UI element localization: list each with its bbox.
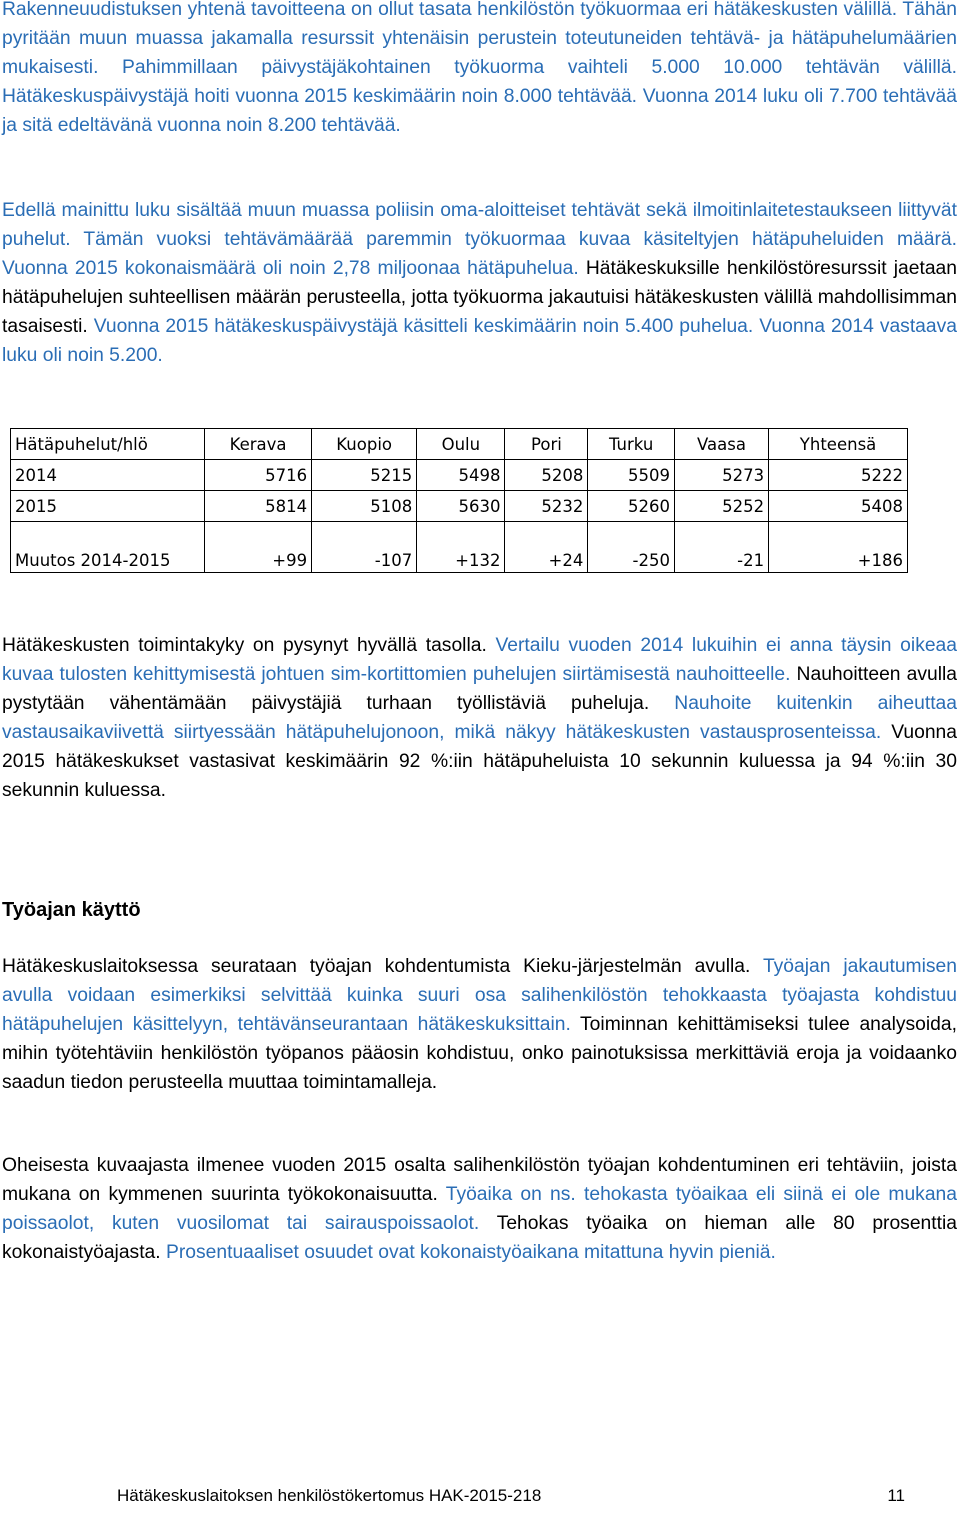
section-heading: Työajan käyttö [2, 899, 141, 921]
table-header-cell: Yhteensä [769, 429, 908, 460]
paragraph-time-tracking-part2: Työajan jakautumisen avulla voidaan esimerkiksi selvittää kuinka suuri osa salihenkilöstön tehokkaasta työajasta kohdistuu hätäpuhelujen käsittelyyn, tehtävänseurantaan hätäkeskuksittain. [2, 956, 957, 1035]
paragraph-workload-part1: Rakenneuudistuksen yhtenä tavoitteena on ollut tasata henkilöstön työkuormaa eri hätäkeskusten välillä. Tähän pyritään muun muassa jakamalla resurssit yhtenäisin perustein toteutuneiden tehtävä- ja hätäpuhelumäärien mukaisesti. Pahimmillaan päivystäjäkohtainen työkuorma vaihteli [2, 0, 957, 78]
paragraph-workload-part3: Hätäkeskuspäivystäjä hoiti vuonna 2015 keskimäärin noin 8.000 tehtävää. Vuonna 2014 luku oli 7.700 tehtävää ja sitä edeltävänä vuonna noin 8.200 tehtävää. [2, 86, 957, 136]
table-cell: +132 [417, 522, 505, 573]
table-header-cell: Vaasa [674, 429, 768, 460]
paragraph-performance-part3: Nauhoitteen avulla pystytään vähentämään päivystäjiä turhaan työllistäviä puheluja. [2, 664, 957, 714]
table-cell: 5260 [588, 491, 675, 522]
table-row-label: Muutos 2014-2015 [11, 522, 205, 573]
paragraph-emergency-calls-part2: Tämän vuoksi tehtävämäärää paremmin työkuormaa kuvaa käsiteltyjen hätäpuheluiden määrä. Vuonna 2015 kokonaismäärä oli noin 2,78 miljoonaa hätäpuhelua. [2, 229, 957, 279]
table-header-cell: Pori [505, 429, 588, 460]
paragraph-performance [2, 631, 957, 805]
paragraph-chart-description-part1: Oheisesta kuvaajasta ilmenee vuoden 2015 osalta salihenkilöstön työajan kohdentuminen eri tehtäviin, joista mukana on kymmenen suurinta työkokonaisuutta. [2, 1155, 957, 1205]
paragraph-time-tracking-part3: Toiminnan kehittämiseksi tulee analysoida, mihin työtehtäviin henkilöstön työpanos pääosin kohdistuu, onko painotuksissa merkittäviä eroja ja voidaanko saadun tiedon perusteella muuttaa toimintamalleja. [2, 1014, 957, 1093]
page-number: 11 [887, 1486, 905, 1505]
table-header-cell: Hätäpuhelut/hlö [11, 429, 205, 460]
table-cell: 5252 [674, 491, 768, 522]
table-row [11, 491, 908, 522]
table-cell: 5215 [312, 460, 417, 491]
paragraph-workload-part2: 5.000 10.000 tehtävän välillä. [651, 57, 957, 78]
table-cell: +24 [505, 522, 588, 573]
table-cell: -107 [312, 522, 417, 573]
table-cell: 5108 [312, 491, 417, 522]
paragraph-emergency-calls-part4: Vuonna 2015 hätäkeskuspäivystäjä käsitteli keskimäärin noin 5.400 puhelua. Vuonna 2014 vastaava luku oli noin 5.200. [2, 316, 957, 366]
table-cell: +99 [205, 522, 312, 573]
table-cell: 5716 [205, 460, 312, 491]
paragraph-workload [2, 0, 957, 140]
paragraph-performance-part2: Vertailu vuoden 2014 lukuihin ei anna täysin oikeaa kuvaa tulosten kehittymisestä johtuen sim-kortittomien puhelujen siirtämisestä nauhoitteelle. [2, 635, 958, 685]
table-cell: 5232 [505, 491, 588, 522]
footer-title: Hätäkeskuslaitoksen henkilöstökertomus HAK-2015-218 [117, 1486, 542, 1505]
paragraph-chart-description [2, 1151, 957, 1267]
calls-per-person-table [10, 428, 908, 573]
table-row-label: 2015 [11, 491, 205, 522]
table-cell: 5408 [769, 491, 908, 522]
table-row [11, 460, 908, 491]
table-cell: 5208 [505, 460, 588, 491]
table-header-cell: Turku [588, 429, 675, 460]
paragraph-chart-description-part2: Työaika on ns. tehokasta työaikaa eli siinä ei ole mukana poissaolot, kuten vuosilomat tai sairauspoissaolot. [2, 1184, 957, 1234]
paragraph-emergency-calls-part1: Edellä mainittu luku sisältää muun muassa poliisin oma-aloitteiset tehtävät sekä ilmoitinlaitetestaukseen liittyvät puhelut. [2, 200, 957, 250]
paragraph-emergency-calls-part3: Hätäkeskuksille henkilöstöresurssit jaetaan hätäpuhelujen suhteellisen määrän perusteella, jotta työkuorma jakautuisi hätäkeskusten välillä mahdollisimman tasaisesti. [2, 258, 957, 337]
table-cell: +186 [769, 522, 908, 573]
table-cell: 5630 [417, 491, 505, 522]
table-cell: 5509 [588, 460, 675, 491]
paragraph-time-tracking [2, 952, 957, 1097]
table-cell: 5273 [674, 460, 768, 491]
table-row-label: 2014 [11, 460, 205, 491]
table-header-cell: Kerava [205, 429, 312, 460]
table-row [11, 522, 908, 573]
table-header-row [11, 429, 908, 460]
paragraph-performance-part5: Vuonna 2015 hätäkeskukset vastasivat keskimäärin 92 %:iin hätäpuheluista 10 sekunnin kuluessa ja 94 %:iin 30 sekunnin kuluessa. [2, 722, 957, 801]
paragraph-chart-description-part3: Tehokas työaika on hieman alle 80 prosenttia kokonaistyöajasta. [2, 1213, 957, 1263]
table-cell: 5222 [769, 460, 908, 491]
table-cell: 5814 [205, 491, 312, 522]
table-header-cell: Oulu [417, 429, 505, 460]
paragraph-performance-part4: Nauhoite kuitenkin aiheuttaa vastausaikaviivettä siirtyessään hätäpuhelujonoon, mikä näkyy hätäkeskusten vastausprosenteissa. [2, 693, 957, 743]
paragraph-time-tracking-part1: Hätäkeskuslaitoksessa seurataan työajan kohdentumista Kieku-järjestelmän avulla. [2, 956, 763, 977]
table-cell: -250 [588, 522, 675, 573]
table-header-cell: Kuopio [312, 429, 417, 460]
table-cell: -21 [674, 522, 768, 573]
paragraph-chart-description-part4: Prosentuaaliset osuudet ovat kokonaistyöaikana mitattuna hyvin pieniä. [166, 1242, 776, 1263]
paragraph-performance-part1: Hätäkeskusten toimintakyky on pysynyt hyvällä tasolla. [2, 635, 496, 656]
paragraph-emergency-calls [2, 196, 957, 370]
table-cell: 5498 [417, 460, 505, 491]
